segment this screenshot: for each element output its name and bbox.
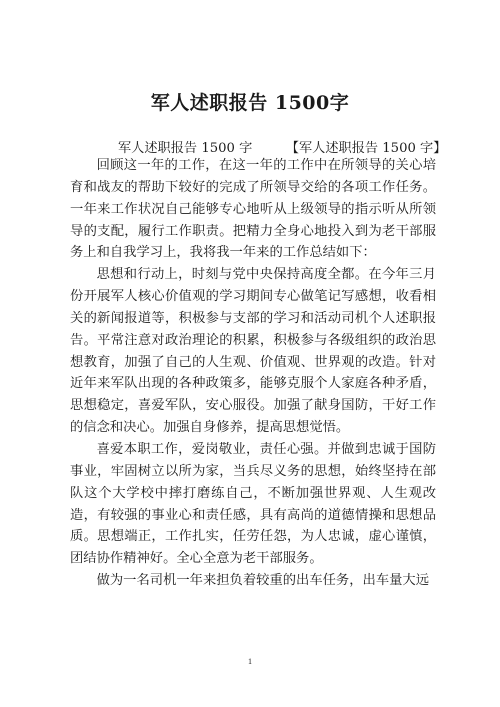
document-subtitle: 军人述职报告 1500 字 【军人述职报告 1500 字】 <box>118 141 447 156</box>
document-title: 军人述职报告 1500字 <box>150 92 350 114</box>
paragraph-2: 思想和行动上，时刻与党中央保持高度全都。在今年三月份开展军人核心价值观的学习期间专心做笔记写感想，收看相关的新闻报道等，积极参与支部的学习和活动司机个人述职报告。平常注意对政治理论的积累，积极参与各级组织的政治思想教育，加强了自己的人生观、价值观、世界观的改造。针对近年来军队出现的各种政策多，能够克服个人家庭各种矛盾，思想稳定，喜爱军队，安心服役。加强了献身国防，干好工作的信念和决心。加强自身修养，提高思想觉悟。 <box>70 267 436 436</box>
paragraph-3: 喜爱本职工作，爱岗敬业，责任心强。并做到忠诚于国防事业，牢固树立以所为家，当兵尽义务的思想，始终坚持在部队这个大学校中摔打磨练自己，不断加强世界观、人生观改造，有较强的事业心和责任感，具有高尚的道德情操和思想品质。思想端正，工作扎实，任劳任怨，为人忠诚，虚心谨慎，团结协作精神好。全心全意为老干部服务。 <box>70 441 436 567</box>
paragraph-1: 回顾这一年的工作，在这一年的工作中在所领导的关心培育和战友的帮助下较好的完成了所领导交给的各项工作任务。一年来工作状况自己能够专心地听从上级领导的指示听从所领导的支配，履行工作职责。把精力全身心地投入到为老干部服务上和自我学习上，我将我一年来的工作总结如下： <box>70 158 436 261</box>
document-body <box>70 155 436 592</box>
paragraph-4: 做为一名司机一年来担负着较重的出车任务，出车量大远 <box>96 573 430 589</box>
page-number: 1 <box>248 657 252 666</box>
